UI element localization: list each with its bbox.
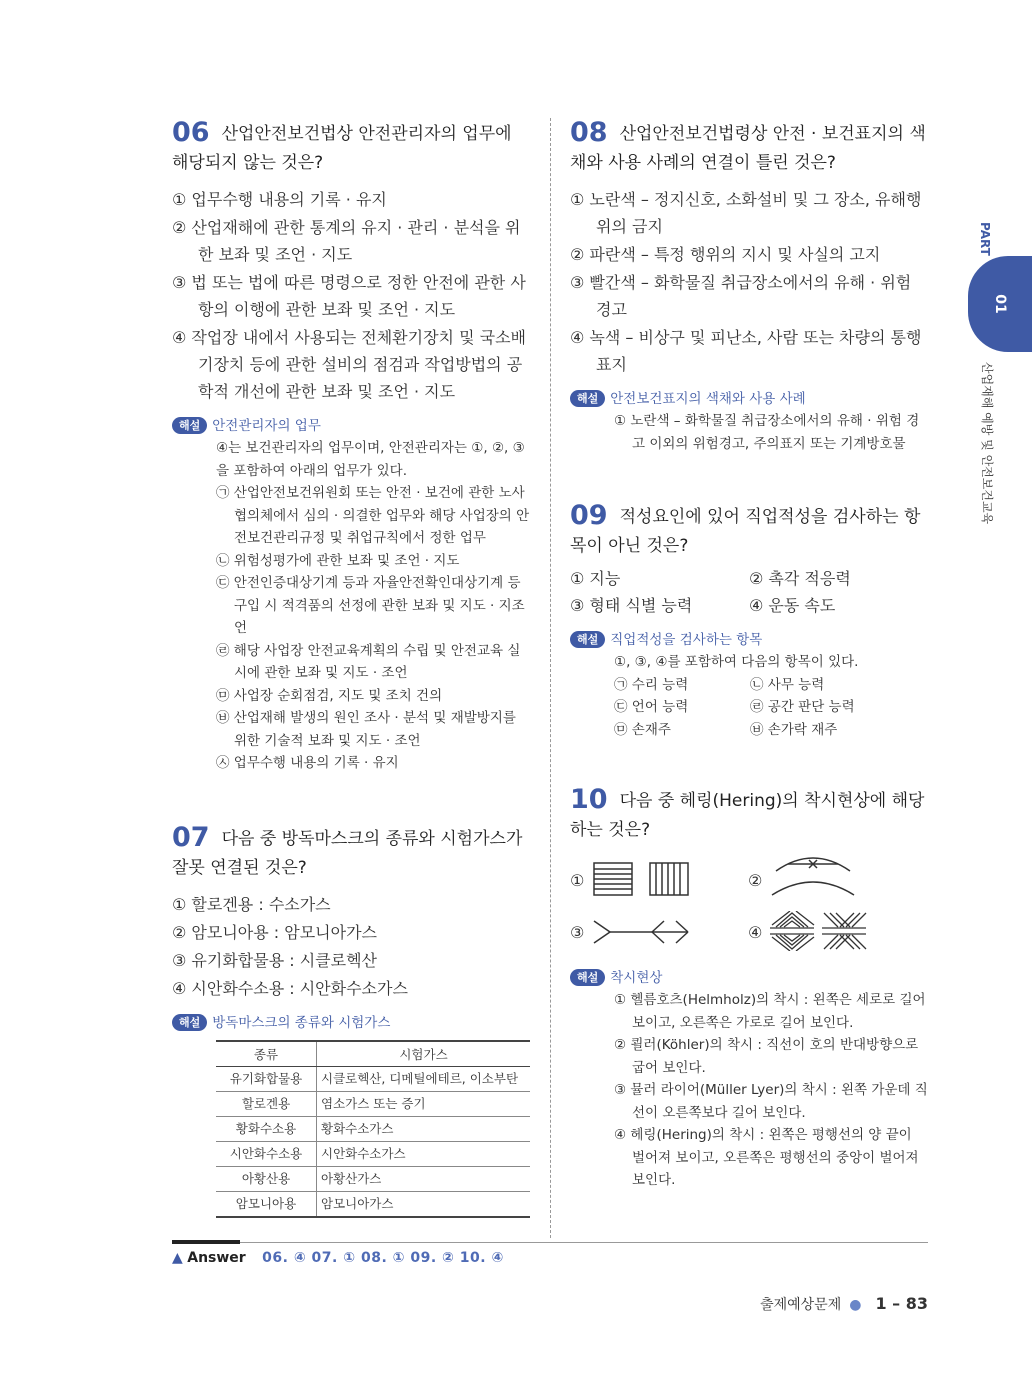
question-text: 다음 중 헤링(Hering)의 착시현상에 해당하는 것은? [570, 791, 925, 840]
solution [172, 1012, 532, 1218]
solution-item: ㉠ 수리 능력 [614, 676, 689, 693]
muller-lyer-figure [592, 917, 692, 947]
question-text: 적성요인에 있어 직업적성을 검사하는 항목이 아닌 것은? [570, 507, 921, 556]
solution-badge: 해설 [570, 390, 605, 407]
option: ④ 녹색 – 비상구 및 피난소, 사람 또는 차량의 통행표지 [570, 328, 922, 374]
solution-badge: 해설 [570, 631, 605, 648]
answer-key [172, 1248, 504, 1268]
solution-item: ㉥ 산업재해 발생의 원인 조사 · 분석 및 재발방지를 위한 기술적 보좌 및 지도 · 조언 [216, 710, 516, 749]
solution-item: ㉦ 업무수행 내용의 기록 · 유지 [216, 755, 399, 771]
solution-item: ④ 헤링(Hering)의 착시 : 왼쪽은 평행선의 양 끝이 벌어져 보이고, 오른쪽은 평행선의 중앙이 벌어져 보인다. [614, 1127, 919, 1188]
option: ③ 빨간색 – 화학물질 취급장소에서의 유해 · 위험 경고 [570, 273, 912, 319]
option: ① 지능 [570, 569, 621, 588]
solution-item: ② 쾰러(Köhler)의 착시 : 직선이 호의 반대방향으로 굽어 보인다. [614, 1037, 919, 1076]
figure-label: ② [748, 871, 763, 890]
solution-item: ① 헬름호츠(Helmholz)의 착시 : 왼쪽은 세로로 길어 보이고, 오른쪽은 가로로 길어 보인다. [614, 992, 926, 1031]
part-label: PART [978, 222, 992, 256]
figure-label: ① [570, 871, 585, 890]
option: ① 할로겐용 : 수소가스 [172, 894, 331, 914]
solution-item: ㉣ 해당 사업장 안전교육계획의 수립 및 안전교육 실시에 관한 보좌 및 지도 · 조언 [216, 642, 521, 681]
question-number: 08 [570, 117, 608, 148]
drop-icon: ● [849, 1297, 862, 1313]
solution-item: ㉤ 손재주 [614, 721, 671, 738]
table-cell: 아황산용 [216, 1166, 317, 1191]
table-cell: 황화수소용 [216, 1116, 317, 1141]
solution-badge: 해설 [570, 969, 605, 986]
illusion-figures [570, 857, 928, 967]
kohler-figure [768, 851, 858, 901]
solution [570, 967, 928, 1192]
question-text: 다음 중 방독마스크의 종류와 시험가스가 잘못 연결된 것은? [172, 828, 523, 878]
lock-icon: ▲ [172, 1250, 183, 1266]
table-cell: 시안화수소용 [216, 1141, 317, 1166]
gas-table [216, 1040, 530, 1218]
column-divider [550, 118, 551, 1238]
solution-item: ㉢ 안전인증대상기계 등과 자율안전확인대상기계 등 구입 시 적격품의 선정에 관한 보좌 및 지도 · 지조언 [216, 575, 525, 636]
question-09 [570, 501, 928, 741]
option: ② 촉각 적응력 [749, 569, 851, 588]
answer-bar [172, 1240, 240, 1244]
table-cell: 암모니아가스 [317, 1191, 531, 1217]
solution-text: ① 노란색 – 화학물질 취급장소에서의 유해 · 위험 경고 이외의 위험경고, 주의표지 또는 기계방호물 [614, 413, 920, 452]
option: ② 파란색 – 특정 행위의 지시 및 사실의 고지 [570, 245, 881, 264]
option: ③ 형태 식별 능력 [570, 596, 693, 615]
figure-label: ④ [748, 923, 763, 942]
solution-intro: ④는 보건관리자의 업무이며, 안전관리자는 ①, ②, ③을 포함하여 아래의 업무가 있다. [216, 440, 525, 479]
table-header: 종류 [216, 1041, 317, 1067]
solution-title: 안전관리자의 업무 [212, 418, 321, 434]
option: ③ 유기화합물용 : 시클로헥산 [172, 950, 378, 970]
solution-item: ㉡ 사무 능력 [750, 676, 825, 693]
solution-title: 착시현상 [610, 970, 663, 986]
table-cell: 염소가스 또는 증기 [317, 1091, 531, 1116]
hering-figure [768, 911, 868, 951]
figure-label: ③ [570, 923, 585, 942]
option: ② 산업재해에 관한 통계의 유지 · 관리 · 분석을 위한 보좌 및 조언 · 지도 [172, 218, 521, 264]
table-row [216, 1141, 530, 1166]
table-header-row [216, 1041, 530, 1067]
solution-item: ③ 뮬러 라이어(Müller Lyer)의 착시 : 왼쪽 가운데 직선이 오른쪽보다 길어 보인다. [614, 1082, 928, 1121]
question-text: 산업안전보건법령상 안전 · 보건표지의 색채와 사용 사례의 연결이 틀린 것은? [570, 124, 926, 173]
question-number: 06 [172, 117, 210, 148]
solution-item: ㉡ 위험성평가에 관한 보좌 및 조언 · 지도 [216, 552, 460, 569]
chapter-number: 01 [992, 294, 1008, 314]
question-number: 07 [172, 821, 210, 853]
table-cell: 암모니아용 [216, 1191, 317, 1217]
option: ① 노란색 – 정지신호, 소화설비 및 그 장소, 유해행위의 금지 [570, 190, 922, 236]
solution [172, 415, 532, 775]
chapter-tab [968, 256, 1032, 352]
option: ③ 법 또는 법에 따른 명령으로 정한 안전에 관한 사항의 이행에 관한 보좌 및 조언 · 지도 [172, 273, 526, 319]
question-text: 산업안전보건법상 안전관리자의 업무에 해당되지 않는 것은? [172, 124, 512, 173]
table-row [216, 1091, 530, 1116]
page-footer [760, 1294, 928, 1314]
solution-badge: 해설 [172, 1014, 207, 1031]
solution [570, 388, 928, 455]
option: ④ 운동 속도 [749, 596, 836, 615]
answer-title: Answer [187, 1250, 246, 1266]
solution-title: 방독마스크의 종류와 시험가스 [212, 1014, 391, 1031]
question-06 [172, 118, 532, 775]
helmholtz-figure [592, 861, 692, 897]
solution-item: ㉣ 공간 판단 능력 [750, 699, 855, 715]
table-row [216, 1191, 530, 1217]
option: ① 업무수행 내용의 기록 · 유지 [172, 190, 387, 209]
solution-badge: 해설 [172, 417, 207, 434]
table-cell: 유기화합물용 [216, 1066, 317, 1091]
solution-item: ㉤ 사업장 순회점검, 지도 및 조치 건의 [216, 687, 443, 704]
solution-item: ㉠ 산업안전보건위원회 또는 안전 · 보건에 관한 노사협의체에서 심의 · 의결한 업무와 해당 사업장의 안전보건관리규정 및 취업규칙에서 정한 업무 [216, 485, 530, 546]
answer-divider [172, 1242, 928, 1243]
solution-title: 안전보건표지의 색채와 사용 사례 [610, 391, 806, 407]
table-row [216, 1116, 530, 1141]
table-cell: 시안화수소가스 [317, 1141, 531, 1166]
option: ④ 시안화수소용 : 시안화수소가스 [172, 978, 408, 998]
option: ② 암모니아용 : 암모니아가스 [172, 922, 378, 942]
question-10 [570, 785, 928, 1192]
table-cell: 시클로헥산, 디메틸에테르, 이소부탄 [317, 1066, 531, 1091]
table-row [216, 1066, 530, 1091]
left-column [172, 118, 532, 1218]
option: ④ 작업장 내에서 사용되는 전체환기장치 및 국소배기장치 등에 관한 설비의 점검과 작업방법의 공학적 개선에 관한 보좌 및 조언 · 지도 [172, 328, 526, 401]
solution-intro: ①, ③, ④를 포함하여 다음의 항목이 있다. [614, 654, 859, 670]
table-header: 시험가스 [317, 1041, 531, 1067]
table-cell: 아황산가스 [317, 1166, 531, 1191]
table-cell: 황화수소가스 [317, 1116, 531, 1141]
table-cell: 할로겐용 [216, 1091, 317, 1116]
question-number: 09 [570, 500, 608, 531]
right-column [570, 118, 928, 1192]
solution-item: ㉥ 손가락 재주 [750, 721, 838, 738]
solution-title: 직업적성을 검사하는 항목 [610, 632, 763, 648]
page-number: 1 – 83 [875, 1294, 928, 1313]
solution [570, 629, 928, 741]
question-number: 10 [570, 784, 608, 815]
table-row [216, 1166, 530, 1191]
footer-label: 출제예상문제 [760, 1297, 842, 1313]
question-08 [570, 118, 928, 455]
chapter-title: 산업재해 예방 및 안전보건교육 [980, 362, 994, 525]
question-07 [172, 823, 532, 1218]
answer-values: 06. ④ 07. ① 08. ① 09. ② 10. ④ [262, 1250, 504, 1266]
solution-item: ㉢ 언어 능력 [614, 699, 689, 715]
